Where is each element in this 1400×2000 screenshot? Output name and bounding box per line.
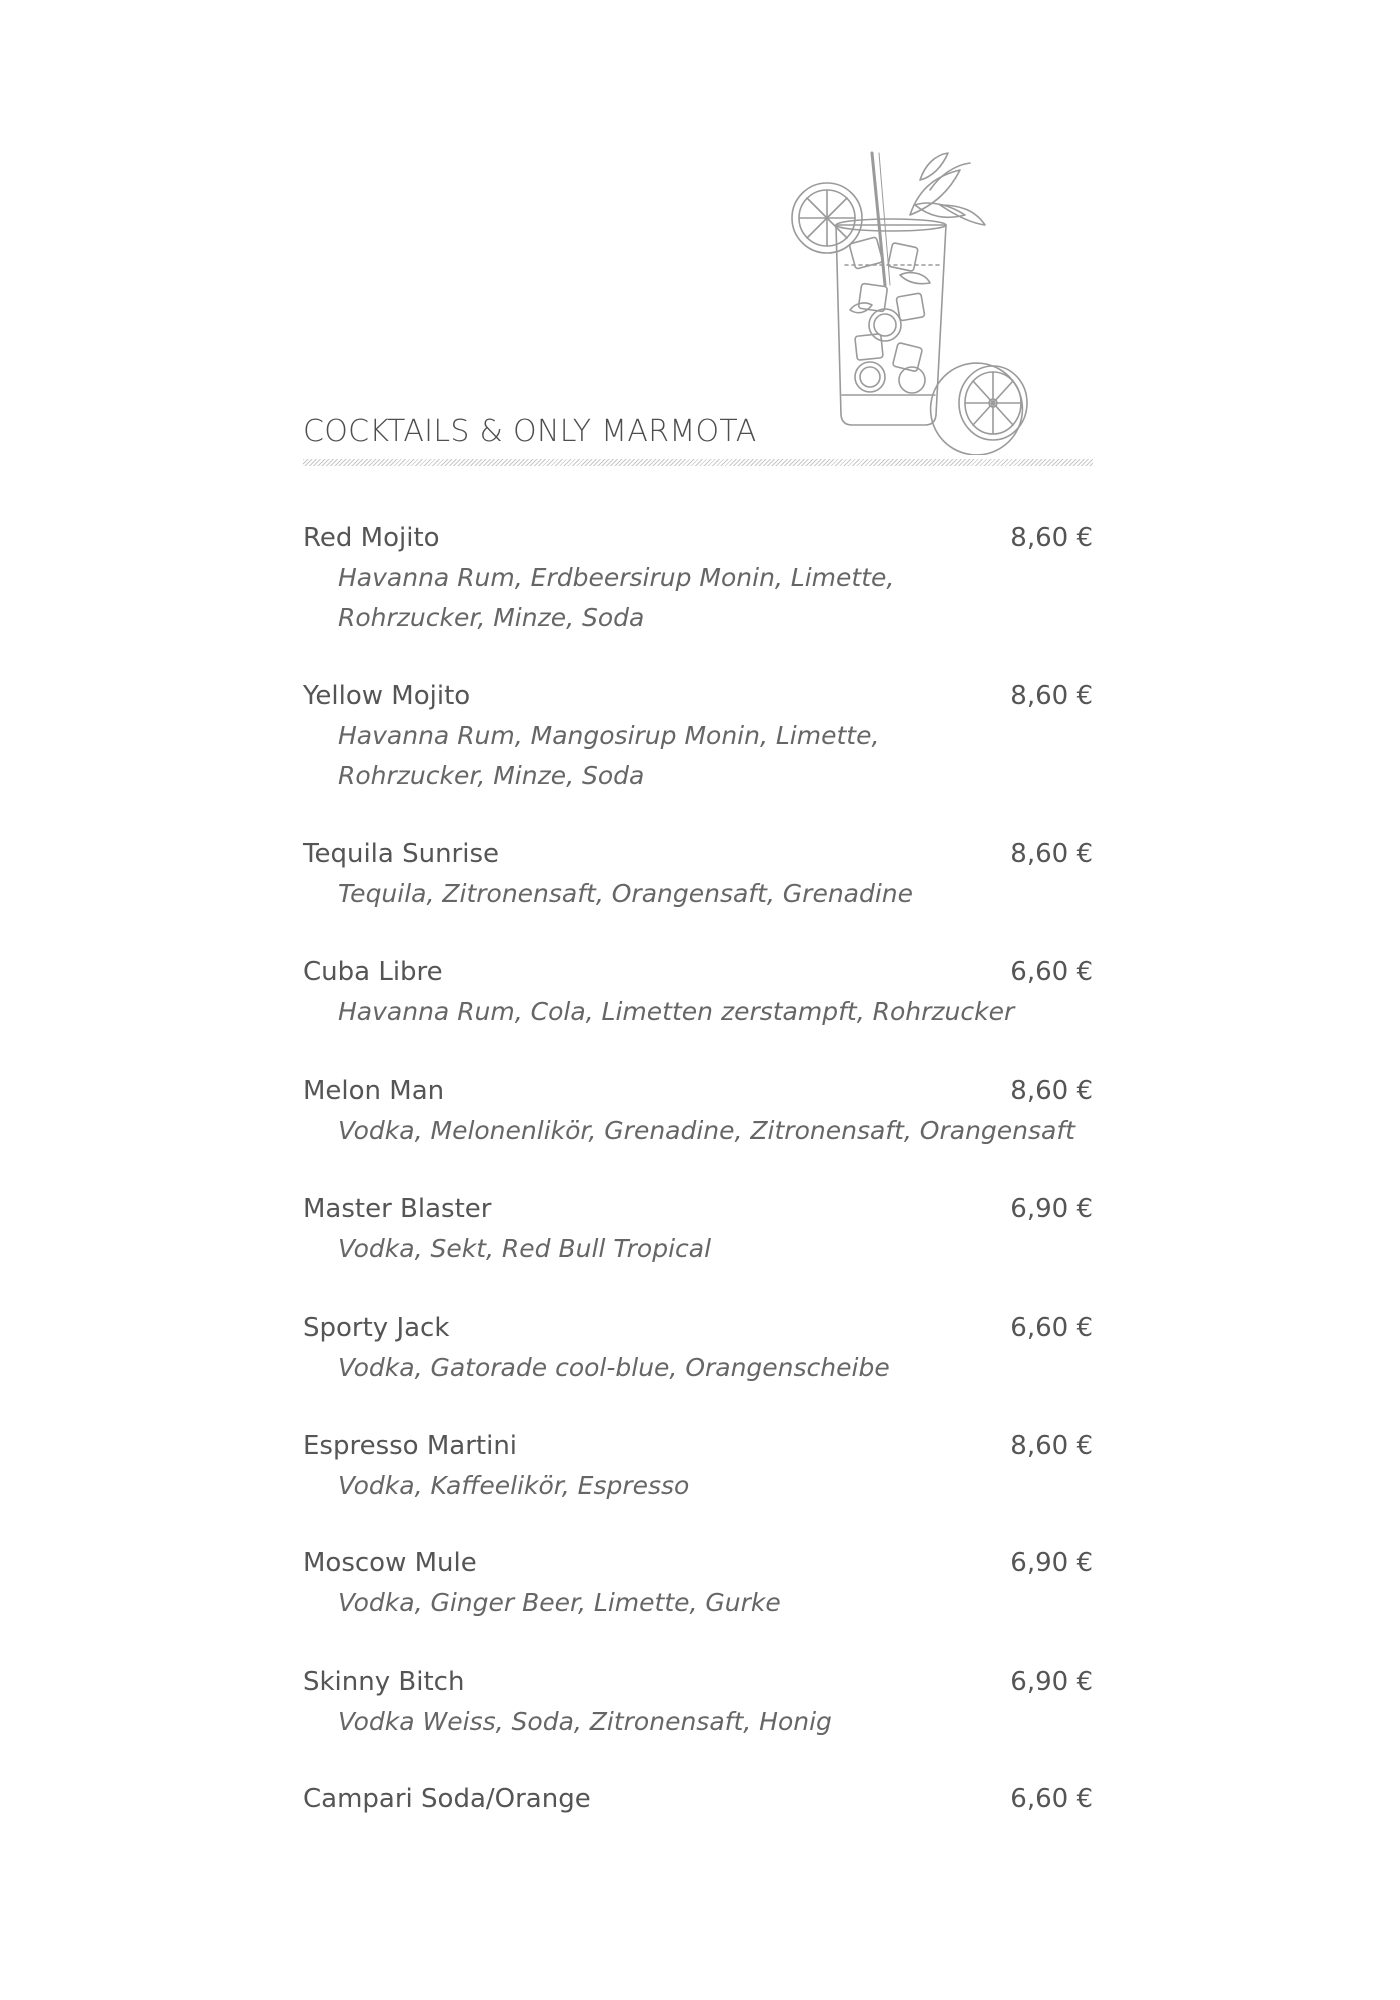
item-price: 8,60 €: [1010, 681, 1093, 711]
item-name: Tequila Sunrise: [303, 839, 500, 869]
item-name: Espresso Martini: [303, 1431, 518, 1461]
item-name: Campari Soda/Orange: [303, 1784, 591, 1814]
item-price: 6,60 €: [1010, 1313, 1093, 1343]
item-description: [338, 874, 1078, 914]
item-price: 8,60 €: [1010, 1076, 1093, 1106]
item-name: Sporty Jack: [303, 1313, 450, 1343]
item-name: Skinny Bitch: [303, 1667, 465, 1697]
item-description: [338, 1229, 1078, 1269]
item-description-line: Rohrzucker, Minze, Soda: [338, 761, 645, 790]
item-description-line: Vodka, Ginger Beer, Limette, Gurke: [338, 1588, 781, 1617]
item-description: [338, 1702, 1078, 1742]
item-name: Moscow Mule: [303, 1548, 477, 1578]
item-name: Melon Man: [303, 1076, 445, 1106]
item-description: [338, 716, 1078, 796]
item-description-line: Havanna Rum, Mangosirup Monin, Limette,: [338, 721, 880, 750]
item-description: [338, 1348, 1078, 1388]
item-description-line: Vodka Weiss, Soda, Zitronensaft, Honig: [338, 1707, 832, 1736]
item-description: [338, 1466, 1078, 1506]
item-price: 6,90 €: [1010, 1194, 1093, 1224]
item-price: 6,60 €: [1010, 1784, 1093, 1814]
item-description-line: Havanna Rum, Erdbeersirup Monin, Limette,: [338, 563, 895, 592]
item-description-line: Vodka, Kaffeelikör, Espresso: [338, 1471, 690, 1500]
item-price: 8,60 €: [1010, 1431, 1093, 1461]
item-description-line: Havanna Rum, Cola, Limetten zerstampft, Rohrzucker: [338, 997, 1015, 1026]
item-price: 6,90 €: [1010, 1548, 1093, 1578]
title-divider: [303, 459, 1093, 466]
cocktail-glass-icon: [790, 145, 1050, 455]
item-name: Cuba Libre: [303, 957, 443, 987]
item-description: [338, 1111, 1078, 1151]
item-price: 8,60 €: [1010, 839, 1093, 869]
item-name: Yellow Mojito: [303, 681, 471, 711]
item-price: 6,90 €: [1010, 1667, 1093, 1697]
item-price: 6,60 €: [1010, 957, 1093, 987]
item-description-line: Vodka, Melonenlikör, Grenadine, Zitronensaft, Orangensaft: [338, 1116, 1075, 1145]
item-name: Master Blaster: [303, 1194, 492, 1224]
item-description: [338, 1583, 1078, 1623]
item-description-line: Vodka, Gatorade cool-blue, Orangenscheibe: [338, 1353, 890, 1382]
item-description: [338, 558, 1078, 638]
item-description-line: Tequila, Zitronensaft, Orangensaft, Grenadine: [338, 879, 914, 908]
item-description-line: Vodka, Sekt, Red Bull Tropical: [338, 1234, 712, 1263]
section-title: COCKTAILS & ONLY MARMOTA: [303, 414, 757, 449]
item-description-line: Rohrzucker, Minze, Soda: [338, 603, 645, 632]
item-description: [338, 992, 1078, 1032]
item-name: Red Mojito: [303, 523, 440, 553]
item-price: 8,60 €: [1010, 523, 1093, 553]
